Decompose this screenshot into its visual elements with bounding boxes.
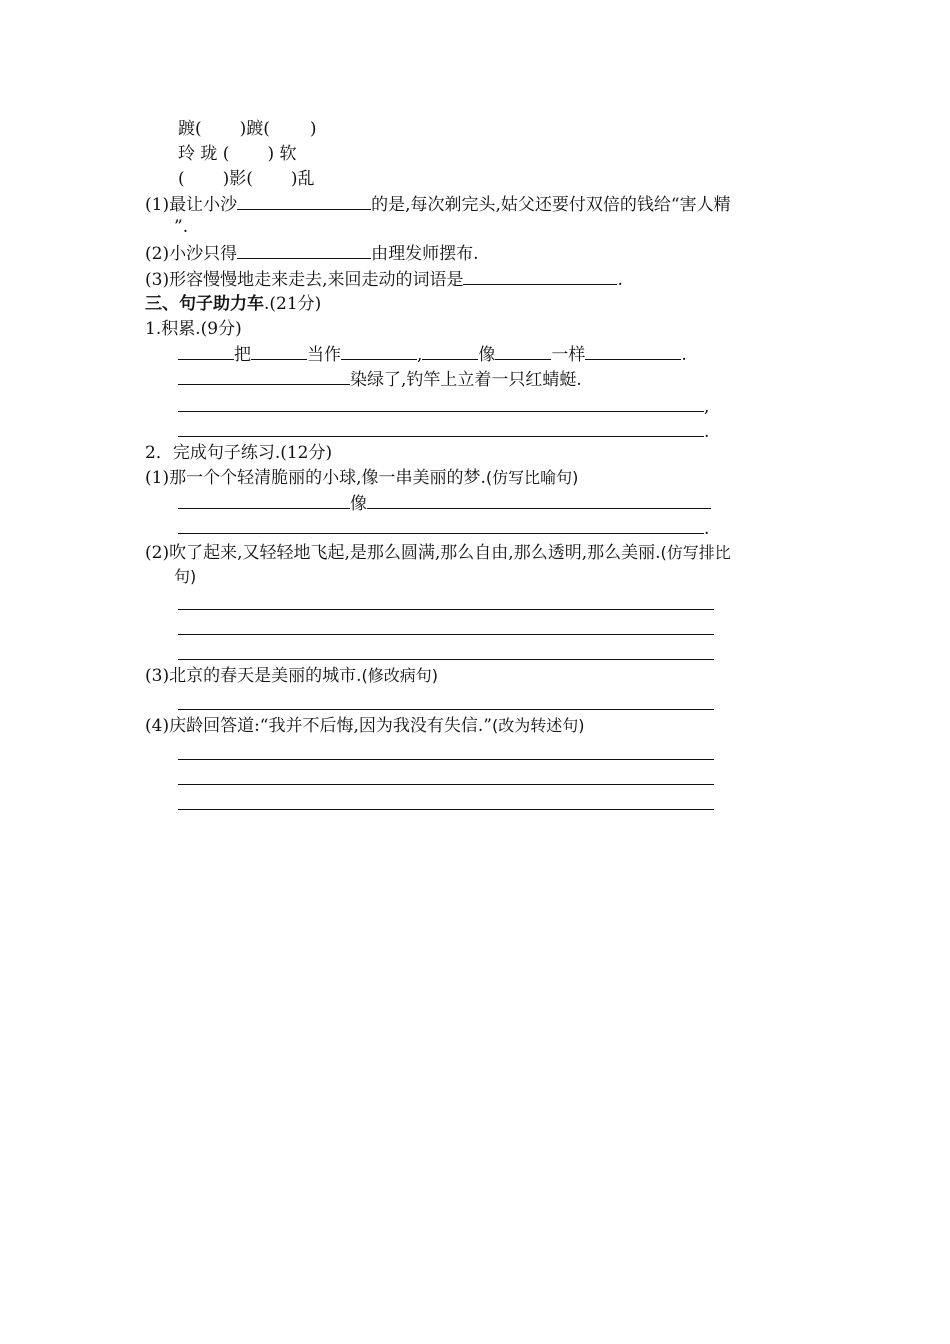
idiom-text: )影( — [222, 169, 253, 189]
answer-line[interactable] — [178, 709, 714, 710]
fill-question-1 — [145, 193, 731, 215]
idiom-text: 玲 珑 ( — [178, 144, 230, 164]
answer-blank[interactable] — [229, 143, 267, 159]
question-text: , — [704, 397, 710, 417]
idiom-text: )乱 — [290, 169, 315, 189]
question-text: 把 — [234, 345, 251, 365]
question-text: 像 — [478, 345, 496, 365]
answer-line[interactable] — [178, 809, 714, 810]
answer-line[interactable] — [178, 609, 714, 610]
answer-blank[interactable] — [178, 517, 704, 534]
answer-line[interactable] — [178, 759, 714, 760]
question-text: . — [704, 519, 710, 539]
idiom-text: ( — [178, 169, 185, 189]
answer-blank[interactable] — [178, 368, 350, 385]
answer-blank[interactable] — [185, 168, 223, 184]
answer-line[interactable] — [178, 634, 714, 635]
idiom-row-2 — [178, 143, 297, 165]
part2-q1-answer-line-2 — [178, 517, 709, 539]
fill-question-2 — [145, 242, 479, 264]
answer-blank[interactable] — [341, 343, 417, 360]
question-text: 一样 — [551, 345, 586, 365]
question-text: 由理发师摆布. — [371, 244, 479, 264]
answer-line[interactable] — [178, 659, 714, 660]
question-text: 的是,每次剃完头,姑父还要付双倍的钱给“害人精 — [371, 195, 731, 215]
answer-blank[interactable] — [422, 343, 478, 360]
idiom-text: 踱( — [178, 119, 202, 139]
section-heading — [145, 293, 321, 315]
answer-blank[interactable] — [270, 118, 310, 134]
question-note: (修改病句) — [361, 666, 438, 685]
idiom-row-3 — [178, 168, 315, 190]
answer-blank[interactable] — [202, 118, 240, 134]
question-text: (3)形容慢慢地走来走去,来回走动的词语是 — [145, 270, 464, 290]
question-text: . — [617, 270, 623, 290]
answer-blank[interactable] — [237, 193, 371, 210]
part2-question-1 — [145, 467, 578, 489]
answer-line[interactable] — [178, 784, 714, 785]
idiom-text: ) — [309, 119, 317, 139]
part2-q1-answer-line-1 — [178, 492, 711, 514]
part1-line-2 — [178, 368, 582, 390]
question-text: 像 — [350, 494, 367, 514]
question-text: . — [704, 422, 710, 442]
part1-line-3 — [178, 395, 709, 417]
part2-question-2 — [145, 542, 731, 564]
answer-blank[interactable] — [253, 168, 291, 184]
answer-blank[interactable] — [367, 492, 711, 509]
question-text: 染绿了,钓竿上立着一只红蜻蜓. — [350, 370, 582, 390]
fill-question-3 — [145, 268, 623, 290]
part2-title: 2．完成句子练习.(12分) — [145, 443, 333, 463]
idiom-text: ) 软 — [267, 144, 297, 164]
answer-blank[interactable] — [463, 268, 617, 285]
idiom-row-1 — [178, 118, 317, 140]
question-note: (改为转述句) — [492, 716, 585, 735]
question-text: (3)北京的春天是美丽的城市. — [145, 666, 362, 686]
section-score: .(21分) — [264, 294, 322, 314]
question-text: (4)庆龄回答道:“我并不后悔,因为我没有失信.” — [145, 716, 492, 736]
part2-question-2-cont — [174, 566, 196, 588]
question-text: (1)那一个个轻清脆丽的小球,像一串美丽的梦. — [145, 468, 486, 488]
answer-blank[interactable] — [495, 343, 551, 360]
answer-blank[interactable] — [237, 242, 371, 259]
answer-blank[interactable] — [251, 343, 307, 360]
idiom-text: )踱( — [239, 119, 270, 139]
part2-question-4 — [145, 715, 585, 737]
question-text: , — [417, 345, 423, 365]
part2-question-3 — [145, 665, 438, 687]
answer-blank[interactable] — [178, 395, 704, 412]
part1-line-1 — [178, 343, 687, 365]
part1-line-4 — [178, 420, 709, 442]
question-text: (2)小沙只得 — [145, 244, 238, 264]
answer-blank[interactable] — [178, 420, 704, 437]
answer-blank[interactable] — [178, 492, 350, 509]
answer-blank[interactable] — [178, 343, 234, 360]
fill-question-1-cont — [174, 216, 188, 238]
section-title: 三、句子助力车 — [145, 294, 264, 314]
question-note: 句) — [174, 567, 197, 586]
question-text: (1)最让小沙 — [145, 195, 238, 215]
question-text: ”. — [174, 217, 189, 237]
question-note: (仿写比喻句) — [485, 468, 579, 487]
part1-title: 1.积累.(9分) — [145, 319, 242, 339]
answer-blank[interactable] — [585, 343, 681, 360]
question-text: 当作 — [307, 345, 341, 365]
question-text: (2)吹了起来,又轻轻地飞起,是那么圆满,那么自由,那么透明,那么美丽. — [145, 543, 661, 563]
question-text: . — [681, 345, 687, 365]
question-note: (仿写排比 — [660, 543, 731, 562]
